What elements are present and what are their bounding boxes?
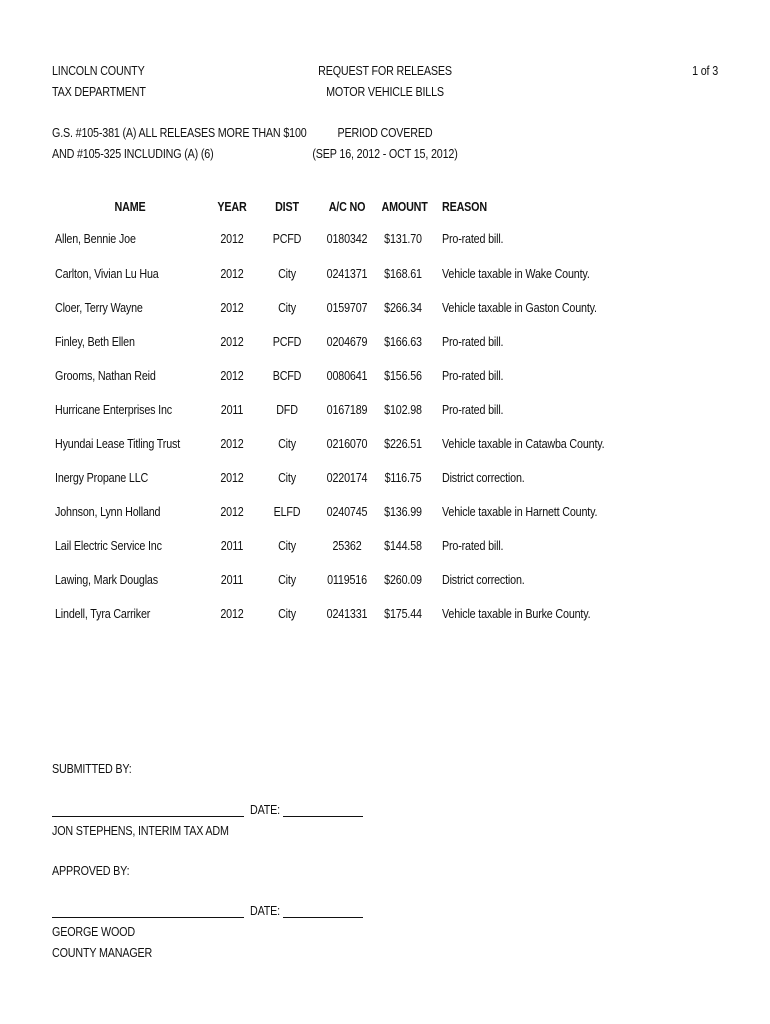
table-header — [0, 200, 770, 216]
cell-dist: DFD — [276, 403, 298, 417]
cell-year: 2011 — [220, 403, 244, 417]
table-row — [0, 267, 770, 283]
cell-amount: $116.75 — [384, 471, 422, 485]
cell-year: 2012 — [220, 607, 244, 621]
approver-date-line — [283, 917, 363, 918]
approver-name: GEORGE WOOD — [52, 925, 135, 939]
cell-year: 2012 — [220, 505, 244, 519]
cell-amount: $166.63 — [384, 335, 422, 349]
table-row — [0, 607, 770, 623]
statute-line-2: AND #105-325 INCLUDING (A) (6) — [52, 147, 214, 161]
cell-reason: Vehicle taxable in Burke County. — [442, 607, 591, 621]
cell-name: Lindell, Tyra Carriker — [55, 607, 151, 621]
cell-acno: 0204679 — [326, 335, 368, 349]
cell-dist: PCFD — [272, 335, 302, 349]
cell-amount: $266.34 — [384, 301, 422, 315]
submitter-date-label: DATE: — [250, 803, 281, 817]
cell-acno: 0180342 — [326, 232, 368, 246]
cell-dist: City — [278, 607, 296, 621]
cell-name: Hurricane Enterprises Inc — [55, 403, 172, 417]
table-row — [0, 301, 770, 317]
cell-reason: District correction. — [442, 573, 525, 587]
cell-dist: City — [278, 539, 296, 553]
cell-reason: Vehicle taxable in Harnett County. — [442, 505, 598, 519]
cell-name: Cloer, Terry Wayne — [55, 301, 143, 315]
document-title: REQUEST FOR RELEASES — [318, 64, 452, 78]
cell-year: 2012 — [220, 369, 244, 383]
department-name: TAX DEPARTMENT — [52, 85, 146, 99]
cell-acno: 0167189 — [326, 403, 368, 417]
cell-name: Grooms, Nathan Reid — [55, 369, 156, 383]
submitter-date-line — [283, 816, 363, 817]
cell-acno: 0241371 — [326, 267, 368, 281]
cell-name: Hyundai Lease Titling Trust — [55, 437, 181, 451]
cell-year: 2012 — [220, 335, 244, 349]
table-row — [0, 573, 770, 589]
cell-year: 2012 — [220, 301, 244, 315]
cell-name: Inergy Propane LLC — [55, 471, 149, 485]
cell-reason: Pro-rated bill. — [442, 369, 504, 383]
column-header-dist: DIST — [275, 200, 299, 214]
column-header-reason: REASON — [442, 200, 487, 214]
cell-dist: City — [278, 267, 296, 281]
county-name: LINCOLN COUNTY — [52, 64, 145, 78]
cell-name: Lawing, Mark Douglas — [55, 573, 158, 587]
period-value: (SEP 16, 2012 - OCT 15, 2012) — [312, 147, 458, 161]
cell-amount: $144.58 — [384, 539, 422, 553]
cell-acno: 25362 — [332, 539, 362, 553]
cell-amount: $168.61 — [384, 267, 422, 281]
table-row — [0, 403, 770, 419]
submitter-name: JON STEPHENS, INTERIM TAX ADM — [52, 824, 229, 838]
cell-reason: Vehicle taxable in Wake County. — [442, 267, 590, 281]
cell-dist: City — [278, 573, 296, 587]
cell-reason: Vehicle taxable in Catawba County. — [442, 437, 605, 451]
cell-year: 2012 — [220, 267, 244, 281]
cell-reason: Pro-rated bill. — [442, 232, 504, 246]
cell-amount: $136.99 — [384, 505, 422, 519]
cell-name: Johnson, Lynn Holland — [55, 505, 161, 519]
cell-dist: ELFD — [273, 505, 301, 519]
column-header-amount: AMOUNT — [381, 200, 428, 214]
cell-reason: District correction. — [442, 471, 525, 485]
cell-year: 2012 — [220, 232, 244, 246]
approved-by-label: APPROVED BY: — [52, 864, 130, 878]
column-header-name: NAME — [114, 200, 146, 214]
cell-acno: 0119516 — [327, 573, 367, 587]
cell-acno: 0241331 — [326, 607, 368, 621]
page-number: 1 of 3 — [692, 64, 718, 78]
cell-dist: City — [278, 437, 296, 451]
column-header-acno: A/C NO — [328, 200, 366, 214]
cell-name: Allen, Bennie Joe — [55, 232, 136, 246]
cell-amount: $156.56 — [384, 369, 422, 383]
cell-year: 2011 — [220, 539, 244, 553]
cell-acno: 0159707 — [326, 301, 368, 315]
table-row — [0, 471, 770, 487]
cell-amount: $175.44 — [384, 607, 422, 621]
table-row — [0, 539, 770, 555]
table-row — [0, 335, 770, 351]
cell-dist: City — [278, 471, 296, 485]
column-header-year: YEAR — [217, 200, 247, 214]
cell-name: Finley, Beth Ellen — [55, 335, 135, 349]
cell-reason: Vehicle taxable in Gaston County. — [442, 301, 597, 315]
cell-year: 2012 — [220, 437, 244, 451]
cell-year: 2011 — [220, 573, 244, 587]
submitter-signature-line — [52, 816, 244, 817]
cell-acno: 0216070 — [326, 437, 368, 451]
table-row — [0, 505, 770, 521]
cell-reason: Pro-rated bill. — [442, 403, 504, 417]
cell-reason: Pro-rated bill. — [442, 335, 504, 349]
cell-amount: $260.09 — [384, 573, 422, 587]
document-subtitle: MOTOR VEHICLE BILLS — [326, 85, 444, 99]
cell-acno: 0080641 — [326, 369, 368, 383]
submitted-by-label: SUBMITTED BY: — [52, 762, 132, 776]
cell-dist: BCFD — [272, 369, 302, 383]
cell-reason: Pro-rated bill. — [442, 539, 504, 553]
cell-name: Lail Electric Service Inc — [55, 539, 162, 553]
cell-amount: $102.98 — [384, 403, 422, 417]
cell-acno: 0220174 — [326, 471, 368, 485]
table-row — [0, 369, 770, 385]
period-label: PERIOD COVERED — [337, 126, 433, 140]
approver-date-label: DATE: — [250, 904, 281, 918]
table-row — [0, 232, 770, 248]
approver-title: COUNTY MANAGER — [52, 946, 153, 960]
cell-year: 2012 — [220, 471, 244, 485]
cell-name: Carlton, Vivian Lu Hua — [55, 267, 159, 281]
cell-amount: $226.51 — [384, 437, 422, 451]
statute-line-1: G.S. #105-381 (A) ALL RELEASES MORE THAN $100 — [52, 126, 307, 140]
cell-acno: 0240745 — [326, 505, 368, 519]
approver-signature-line — [52, 917, 244, 918]
cell-dist: City — [278, 301, 296, 315]
cell-dist: PCFD — [272, 232, 302, 246]
cell-amount: $131.70 — [384, 232, 422, 246]
table-row — [0, 437, 770, 453]
